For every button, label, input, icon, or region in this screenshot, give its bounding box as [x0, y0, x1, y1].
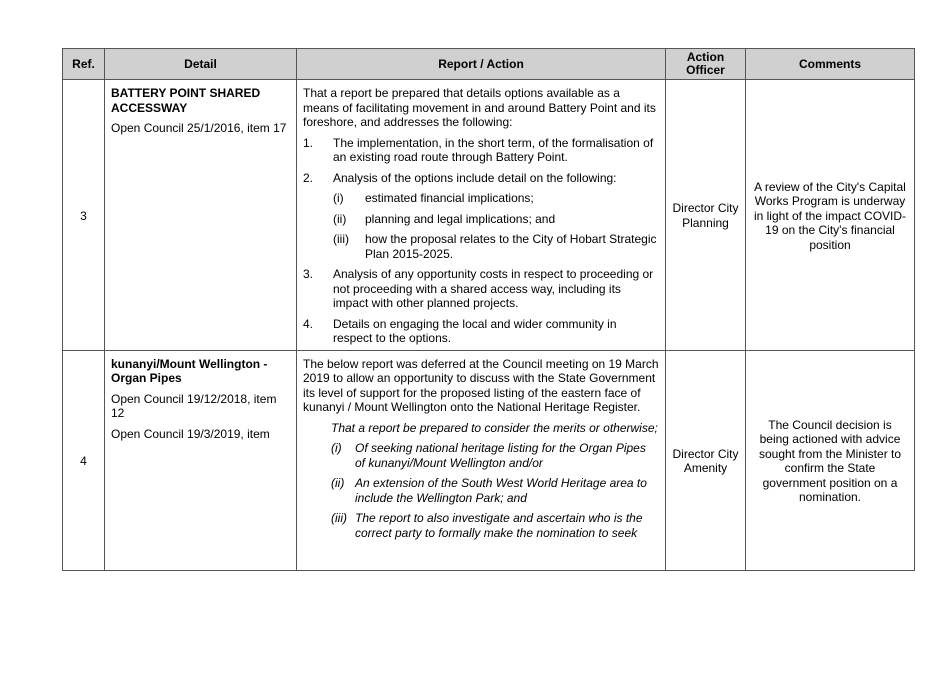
list-item: 3. Analysis of any opportunity costs in respect to proceeding or not proceeding with a shared access way, including its impact with other planned projects.: [303, 267, 654, 310]
header-row: [63, 49, 915, 80]
comments-cell: A review of the City's Capital Works Program is underway in light of the impact COVID-19 on the City's financial position: [746, 80, 915, 351]
table-row: [63, 350, 915, 570]
report-action-cell: [297, 350, 666, 570]
ref-cell: 3: [63, 80, 105, 351]
header-detail: Detail: [105, 49, 297, 80]
detail-line: Open Council 19/3/2019, item: [111, 426, 270, 441]
report-action-cell: [297, 80, 666, 351]
comments-cell: The Council decision is being actioned with advice sought from the Minister to confirm the State government position on a nomination.: [746, 350, 915, 570]
action-officer-cell: Director City Amenity: [666, 350, 746, 570]
quote-intro: That a report be prepared to consider the merits or otherwise;: [331, 420, 658, 435]
actions-table: [62, 48, 915, 571]
sub-list-item: (iii) how the proposal relates to the City of Hobart Strategic Plan 2015-2025.: [333, 232, 657, 261]
detail-cell: [105, 80, 297, 351]
quote-list-item: (ii) An extension of the South West World Heritage area to include the Wellington Park; and: [331, 476, 647, 505]
header-action-officer: Action Officer: [666, 49, 746, 80]
report-intro: That a report be prepared that details options available as a means of facilitating movement in and around Battery Point and its foreshore, and addresses the following:: [303, 86, 656, 129]
detail-line: Open Council 19/12/2018, item 12: [111, 391, 277, 420]
action-officer-cell: Director City Planning: [666, 80, 746, 351]
header-comments: Comments: [746, 49, 915, 80]
report-intro: The below report was deferred at the Council meeting on 19 March 2019 to allow an opportunity to discuss with the State Government its level of support for the proposed listing of the eastern face of kunanyi / Mount Wellington onto the National Heritage Register.: [303, 356, 659, 414]
quote-list-item: (iii) The report to also investigate and ascertain who is the correct party to formally make the nomination to seek: [331, 511, 643, 540]
detail-line: Open Council 25/1/2016, item 17: [111, 121, 287, 135]
sub-list-item: (ii) planning and legal implications; and: [333, 211, 556, 226]
quote-list-item: (i) Of seeking national heritage listing for the Organ Pipes of kunanyi/Mount Wellington and/or: [331, 441, 646, 470]
header-report-action: Report / Action: [297, 49, 666, 80]
header-ref: Ref.: [63, 49, 105, 80]
detail-cell: [105, 350, 297, 570]
detail-title: kunanyi/Mount Wellington - Organ Pipes: [111, 356, 268, 385]
table-row: [63, 80, 915, 351]
sub-list-item: (i) estimated financial implications;: [333, 191, 534, 205]
list-item: 2. Analysis of the options include detail on the following:: [303, 170, 617, 185]
list-item: 1. The implementation, in the short term, of the formalisation of an existing road route through Battery Point.: [303, 135, 654, 164]
ref-cell: 4: [63, 350, 105, 570]
list-item: 4. Details on engaging the local and wider community in respect to the options.: [303, 316, 617, 345]
detail-title: BATTERY POINT SHARED ACCESSWAY: [111, 86, 261, 115]
